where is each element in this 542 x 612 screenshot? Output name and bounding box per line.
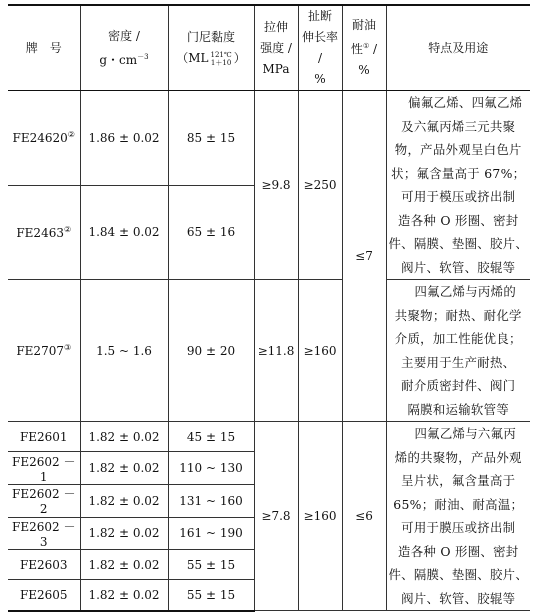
- density-cell: 1.82 ± 0.02: [80, 422, 168, 452]
- mooney-cell: 45 ± 15: [168, 422, 254, 452]
- mooney-condition-fraction: 121℃ 1＋10: [210, 50, 232, 67]
- elongation-cell: ≥250: [298, 91, 342, 280]
- tensile-cell: ≥7.8: [254, 422, 298, 611]
- density-cell: 1.82 ± 0.02: [80, 484, 168, 517]
- mooney-cell: 110 ~ 130: [168, 452, 254, 485]
- tensile-cell: ≥9.8: [254, 91, 298, 280]
- features-cell: 偏氟乙烯、四氟乙烯 及六氟丙烯三元共聚 物，产品外观呈白色片 状；氟含量高于 67%； 可用于模压或挤出制 造各种 O 形圈、密封 件、隔膜、垫圈、胶片、 阀片、软管、胶辊等: [386, 91, 530, 280]
- data-table-page: [8, 4, 530, 612]
- mooney-cell: 85 ± 15: [168, 91, 254, 186]
- elongation-cell: ≥160: [298, 280, 342, 422]
- features-cell: 四氟乙烯与丙烯的 共聚物；耐热、耐化学 介质，加工性能优良； 主要用于生产耐热、 耐介质密封件、阀门 隔膜和运输软管等: [386, 280, 530, 422]
- grade-cell: FE2602 － 3: [8, 517, 80, 550]
- grade-cell: FE2603: [8, 550, 80, 580]
- table-row: [8, 280, 530, 422]
- grade-cell: FE2605: [8, 580, 80, 611]
- mooney-cell: 65 ± 16: [168, 185, 254, 280]
- header-density: 密度 / g・$cm^{-3}$: [80, 5, 168, 91]
- density-cell: 1.82 ± 0.02: [80, 550, 168, 580]
- table-row: [8, 422, 530, 452]
- header-oil-resistance: 耐油 性① / %: [342, 5, 386, 91]
- density-cell: 1.86 ± 0.02: [80, 91, 168, 186]
- grade-cell: FE2601: [8, 422, 80, 452]
- mooney-cell: 90 ± 20: [168, 280, 254, 422]
- density-cell: 1.84 ± 0.02: [80, 185, 168, 280]
- oil-cell: ≤6: [342, 422, 386, 611]
- elongation-cell: ≥160: [298, 422, 342, 611]
- oil-cell: ≤7: [342, 91, 386, 422]
- grade-cell: FE2602 － 1: [8, 452, 80, 485]
- header-tensile: 拉伸 强度 / MPa: [254, 5, 298, 91]
- mooney-cell: 161 ~ 190: [168, 517, 254, 550]
- table-row: [8, 91, 530, 186]
- grade-cell: FE24620②: [8, 91, 80, 186]
- header-grade: 牌 号: [8, 5, 80, 91]
- mooney-cell: 131 ~ 160: [168, 484, 254, 517]
- fluororubber-spec-table: [8, 4, 530, 612]
- density-cell: 1.5 ~ 1.6: [80, 280, 168, 422]
- density-cell: 1.82 ± 0.02: [80, 517, 168, 550]
- features-cell: 四氟乙烯与六氟丙 烯的共聚物，产品外观 呈片状，氟含量高于 65%；耐油、耐高温； 可用于膜压或挤出制 造各种 O 形圈、密封 件、隔膜、垫圈、胶片、 阀片、软管、胶辊等: [386, 422, 530, 611]
- header-elongation: 扯断 伸长率 / %: [298, 5, 342, 91]
- tensile-cell: ≥11.8: [254, 280, 298, 422]
- density-cell: 1.82 ± 0.02: [80, 452, 168, 485]
- mooney-cell: 55 ± 15: [168, 550, 254, 580]
- mooney-cell: 55 ± 15: [168, 580, 254, 611]
- grade-cell: FE2707③: [8, 280, 80, 422]
- header-row: [8, 5, 530, 91]
- grade-cell: FE2602 － 2: [8, 484, 80, 517]
- header-mooney: 门尼黏度 （ML 121℃ 1＋10 ）: [168, 5, 254, 91]
- grade-cell: FE2463②: [8, 185, 80, 280]
- header-features: 特点及用途: [386, 5, 530, 91]
- density-cell: 1.82 ± 0.02: [80, 580, 168, 611]
